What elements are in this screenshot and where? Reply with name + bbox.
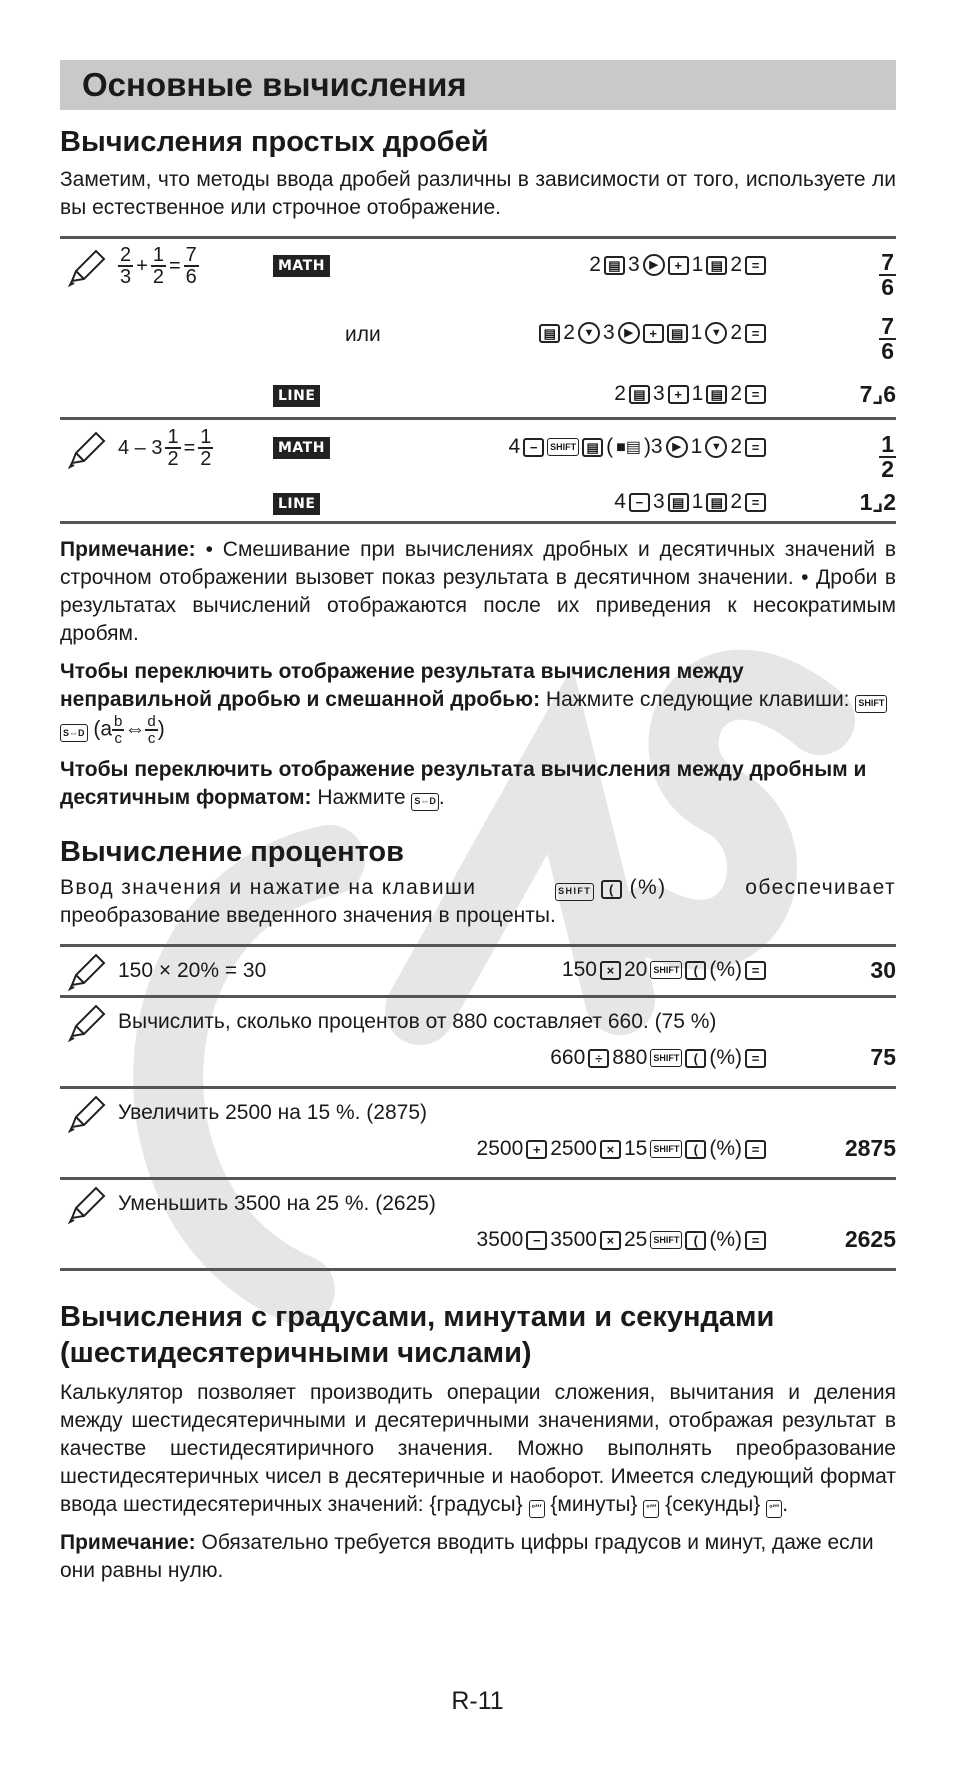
percent-intro: Ввод значения и нажатие на клавиши SHIFT ( (%) обеспечивает преобразование введенного значения в проценты. (60, 876, 896, 927)
right-arrow-key-icon: ▶ (643, 254, 665, 276)
sexagesimal-intro: Калькулятор позволяет производить операции сложения, вычитания и деления между шестидесятеричными и десятеричными значениями, отображая результат в качестве шестидесятиричного значения. Можно выполнять преобразование шестидесятеричных чисел в десятеричные и наоборот. Имеется следующий формат ввода шестидесятеричных значений: {градусы} °′″ {минуты} °′″ {секунды} °′″ . (60, 1381, 896, 1516)
multiply-key-icon: × (600, 961, 621, 980)
chapter-header (60, 60, 896, 110)
minus-key-icon: − (523, 438, 544, 457)
fraction-note: Примечание: • Смешивание при вычислениях дробных и десятичных значений в строчном отображении вызовет показ результата в десятичном значении. • Дроби в результатах вычислений отображаются после их приведения к несократимым дробям. (60, 538, 896, 645)
fraction-key-icon: ▤ (668, 493, 689, 512)
pencil-icon (66, 431, 106, 469)
equals-key-icon: = (745, 493, 766, 512)
degree-key-icon: °′″ (643, 1500, 659, 1518)
down-arrow-key-icon: ▼ (578, 322, 600, 344)
or-label: или (345, 323, 381, 346)
section-title-fractions: Вычисления простых дробей (60, 126, 489, 158)
example2-math-result: $\frac{1}{2}$ (881, 431, 894, 482)
equals-key-icon: = (745, 324, 766, 343)
fraction-key-icon: ▤ (539, 324, 560, 343)
pencil-icon (66, 1186, 106, 1224)
toggle-decimal-instruction: Чтобы переключить отображение результата вычисления между дробным и десятичным форматом: Нажмите S⇔D . (60, 758, 867, 809)
mode-line-badge: LINE (273, 385, 320, 407)
open-paren-key-icon: ( (601, 880, 622, 899)
fraction-key-icon: ▤ (629, 385, 650, 404)
plus-key-icon: + (668, 385, 689, 404)
example1-line-keys: 2 ▤ 3 + 1 ▤ 2 = (614, 382, 766, 406)
shift-key-icon: SHIFT (650, 1140, 682, 1158)
open-paren-key-icon: ( (685, 1049, 706, 1068)
multiply-key-icon: × (600, 1140, 621, 1159)
percent-examples (60, 944, 896, 1271)
equals-key-icon: = (745, 961, 766, 980)
example1-math-keys: 2 ▤ 3 ▶ + 1 ▤ 2 = (589, 253, 766, 277)
plus-key-icon: + (668, 256, 689, 275)
shift-key-icon: SHIFT (650, 1231, 682, 1249)
fraction-key-icon: ▤ (667, 324, 688, 343)
down-arrow-key-icon: ▼ (705, 322, 727, 344)
plus-key-icon: + (526, 1140, 547, 1159)
fractions-intro: Заметим, что методы ввода дробей различны в зависимости от того, используете ли вы естественное или строчное отображение. (60, 168, 896, 219)
percent-row: Увеличить 2500 на 15 %. (2875) 2500 + 2500 × 15 SHIFT ( (%) = 2875 (60, 1086, 896, 1177)
plus-key-icon: + (643, 324, 664, 343)
open-paren-key-icon: ( (685, 1140, 706, 1159)
example2-expression: 4 – 3 $\frac{1}{2}$ = $\frac{1}{2}$ (118, 426, 212, 470)
example1-line-result: 7⌟6 (859, 381, 896, 407)
mixed-fraction-icon: ■▤ (616, 439, 641, 456)
sexagesimal-note: Примечание: Обязательно требуется вводить цифры градусов и минут, даже если они равны нулю. (60, 1531, 874, 1582)
example-separator (60, 417, 896, 420)
example2-line-result: 1⌟2 (859, 489, 896, 515)
mode-line-badge: LINE (273, 493, 320, 515)
mode-math-badge: MATH (273, 255, 330, 277)
down-arrow-key-icon: ▼ (705, 436, 727, 458)
table-bottom-rule (60, 521, 896, 524)
equals-key-icon: = (745, 385, 766, 404)
s-d-key-icon: S⇔D (60, 724, 88, 742)
example2-line-keys: 4 − 3 ▤ 1 ▤ 2 = (614, 490, 766, 514)
shift-key-icon: SHIFT (650, 961, 682, 979)
fraction-key-icon: ▤ (706, 256, 727, 275)
fraction-key-icon: ▤ (604, 256, 625, 275)
percent-row: 150 × 20% = 30 150 × 20 SHIFT ( (%) = 30 (60, 944, 896, 995)
equals-key-icon: = (745, 438, 766, 457)
fraction-key-icon: ▤ (582, 438, 603, 457)
degree-key-icon: °′″ (529, 1500, 545, 1518)
fraction-key-icon: ▤ (706, 385, 727, 404)
pencil-icon (66, 1004, 106, 1042)
fraction-key-icon: ▤ (706, 493, 727, 512)
example1-alt-result: $\frac{7}{6}$ (881, 313, 894, 364)
minus-key-icon: − (526, 1231, 547, 1250)
percent-row: Уменьшить 3500 на 25 %. (2625) 3500 − 3500 × 25 SHIFT ( (%) = 2625 (60, 1177, 896, 1268)
example1-alt-keys: ▤ 2 ▼ 3 ▶ + ▤ 1 ▼ 2 = (539, 321, 766, 345)
percent-row: Вычислить, сколько процентов от 880 составляет 660. (75 %) 660 ÷ 880 SHIFT ( (%) = 75 (60, 995, 896, 1086)
divide-key-icon: ÷ (588, 1049, 609, 1068)
page-number: R-11 (451, 1687, 504, 1715)
example1-expression: $\frac{2}{3}$ + $\frac{1}{2}$ = $\frac{7}{6}$ (120, 244, 197, 288)
example1-math-result: $\frac{7}{6}$ (881, 249, 894, 300)
pencil-icon (66, 953, 106, 991)
right-arrow-key-icon: ▶ (618, 322, 640, 344)
open-paren-key-icon: ( (685, 961, 706, 980)
degree-key-icon: °′″ (766, 1500, 782, 1518)
pencil-icon (66, 1095, 106, 1133)
equals-key-icon: = (745, 1049, 766, 1068)
open-paren-key-icon: ( (685, 1231, 706, 1250)
s-d-key-icon: S⇔D (411, 793, 439, 811)
section-title-percent: Вычисление процентов (60, 836, 404, 868)
table-bottom-rule (60, 1268, 896, 1271)
example2-math-keys: 4 − SHIFT ▤ ( ■▤ )3 ▶ 1 ▼ 2 = (508, 435, 766, 459)
fraction-examples (60, 236, 896, 521)
pencil-icon (66, 249, 106, 287)
shift-key-icon: SHIFT (650, 1049, 682, 1067)
chapter-title: Основные вычисления (82, 66, 467, 103)
page-content (60, 60, 896, 1585)
equals-key-icon: = (745, 1231, 766, 1250)
shift-key-icon: SHIFT (855, 695, 887, 713)
section-title-sexagesimal: Вычисления с градусами, минутами и секундами (шестидесятеричными числами) (60, 1301, 775, 1369)
minus-key-icon: − (629, 493, 650, 512)
multiply-key-icon: × (600, 1231, 621, 1250)
shift-key-icon: SHIFT (555, 883, 594, 901)
right-arrow-key-icon: ▶ (666, 436, 688, 458)
toggle-mixed-instruction: Чтобы переключить отображение результата вычисления между неправильной дробью и смешанной дробью: Нажмите следующие клавиши: SHIFT S⇔D (a $\frac{b}{c}$ ⇔ $\frac{d}{c}$ ) (60, 658, 896, 746)
mode-math-badge: MATH (273, 437, 330, 459)
shift-key-icon: SHIFT (547, 438, 579, 456)
equals-key-icon: = (745, 1140, 766, 1159)
equals-key-icon: = (745, 256, 766, 275)
